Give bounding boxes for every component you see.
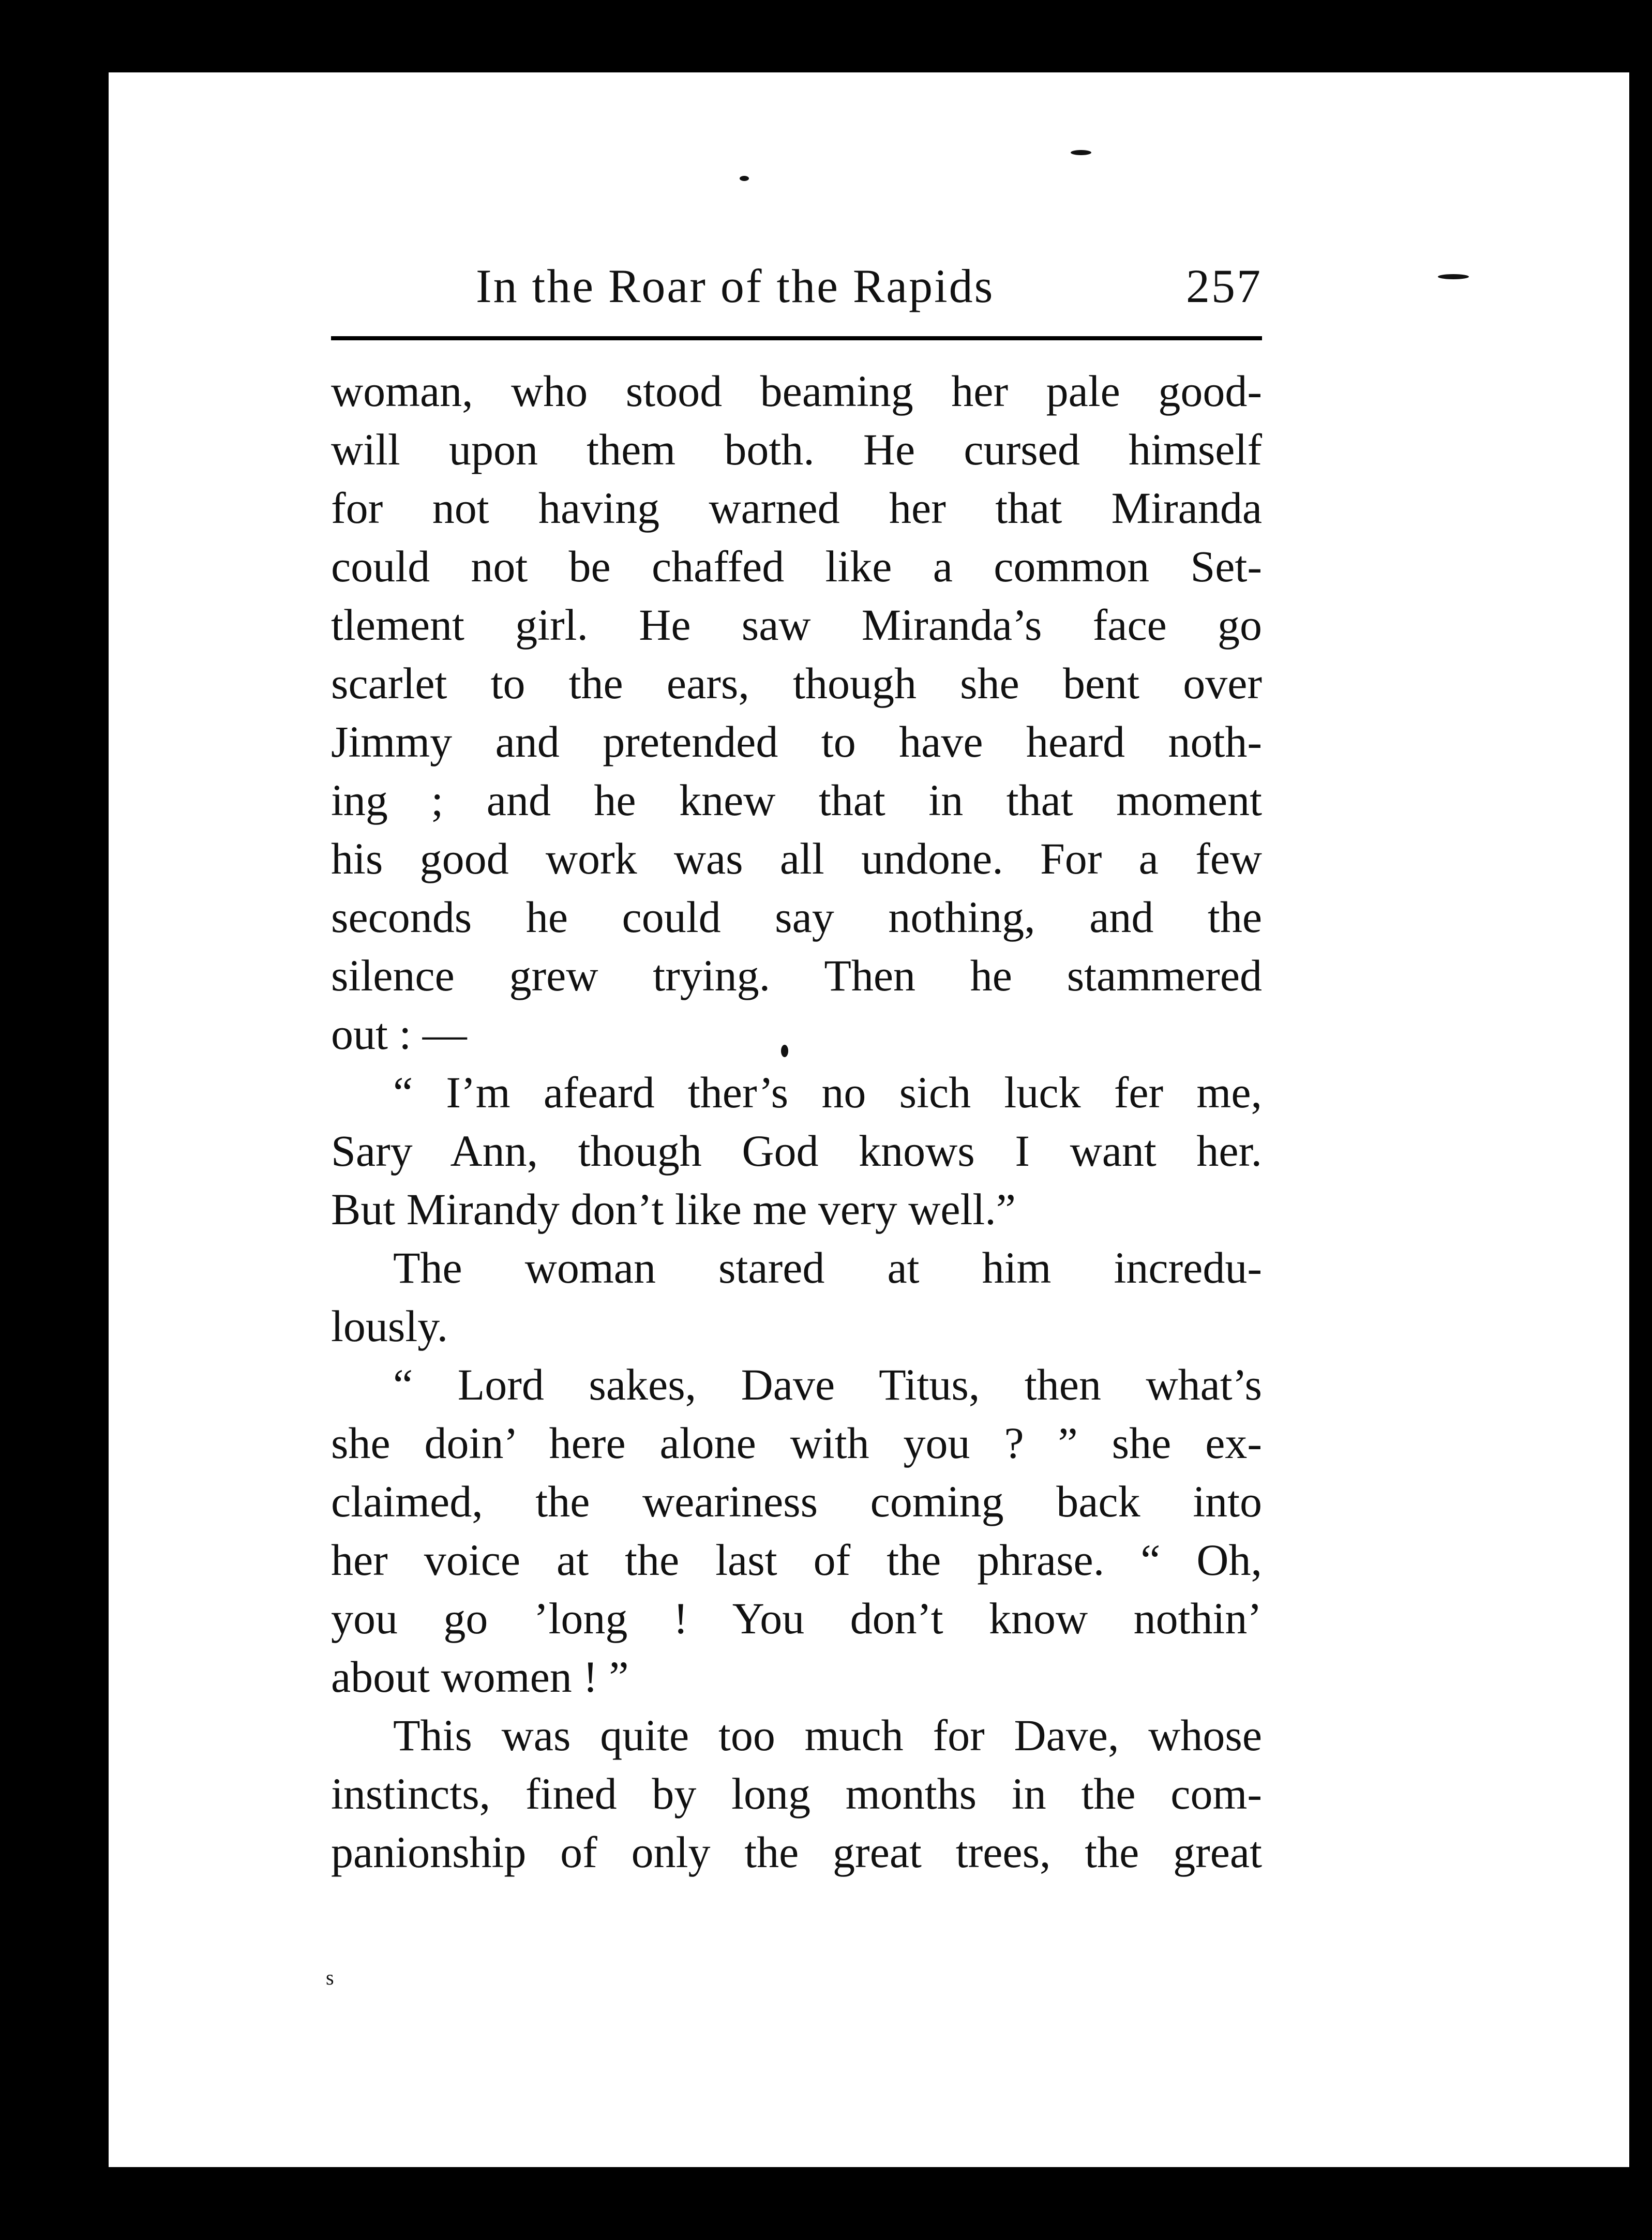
text-line: The woman stared at him incredu-	[393, 1243, 1262, 1292]
text-line: could not be chaffed like a common Set-	[331, 542, 1262, 591]
print-speck	[740, 176, 749, 181]
text-line: instincts, fined by long months in the com-	[331, 1769, 1262, 1818]
running-title: In the Roar of the Rapids	[476, 260, 995, 312]
text-line: ing ; and he knew that in that moment	[331, 775, 1262, 825]
text-line: claimed, the weariness coming back into	[331, 1477, 1262, 1526]
text-line: her voice at the last of the phrase. “ Oh,	[331, 1535, 1262, 1585]
text-line: panionship of only the great trees, the great	[331, 1827, 1262, 1877]
text-line: you go ’long ! You don’t know nothin’	[331, 1593, 1262, 1643]
text-line: his good work was all undone. For a few	[331, 834, 1262, 883]
page-number: 257	[1186, 260, 1262, 312]
text-line: But Mirandy don’t like me very well.”	[331, 1184, 1016, 1234]
text-line: “ Lord sakes, Dave Titus, then what’s	[393, 1360, 1262, 1409]
header-rule	[331, 336, 1262, 340]
text-line: about women ! ”	[331, 1652, 629, 1702]
text-line: “ I’m afeard ther’s no sich luck fer me,	[393, 1068, 1262, 1117]
print-speck	[1071, 150, 1091, 155]
text-line: silence grew trying. Then he stammered	[331, 951, 1262, 1000]
signature-mark: s	[326, 1966, 334, 1989]
text-line: woman, who stood beaming her pale good-	[331, 366, 1262, 416]
text-line: seconds he could say nothing, and the	[331, 892, 1262, 942]
text-line: for not having warned her that Miranda	[331, 483, 1262, 533]
running-head	[331, 259, 1262, 326]
text-line: scarlet to the ears, though she bent over	[331, 658, 1262, 708]
text-line: Sary Ann, though God knows I want her.	[331, 1126, 1262, 1176]
text-line: lously.	[331, 1301, 448, 1351]
body-text	[331, 362, 1262, 1882]
text-line: This was quite too much for Dave, whose	[393, 1710, 1262, 1760]
book-page	[78, 72, 1629, 2167]
text-line: tlement girl. He saw Miranda’s face go	[331, 600, 1262, 650]
text-line: out : —	[331, 1009, 467, 1059]
text-line: she doin’ here alone with you ? ” she ex-	[331, 1418, 1262, 1468]
print-speck	[1438, 274, 1469, 279]
text-line: will upon them both. He cursed himself	[331, 425, 1262, 474]
print-speck	[781, 1045, 788, 1057]
text-line: Jimmy and pretended to have heard noth-	[331, 717, 1262, 766]
